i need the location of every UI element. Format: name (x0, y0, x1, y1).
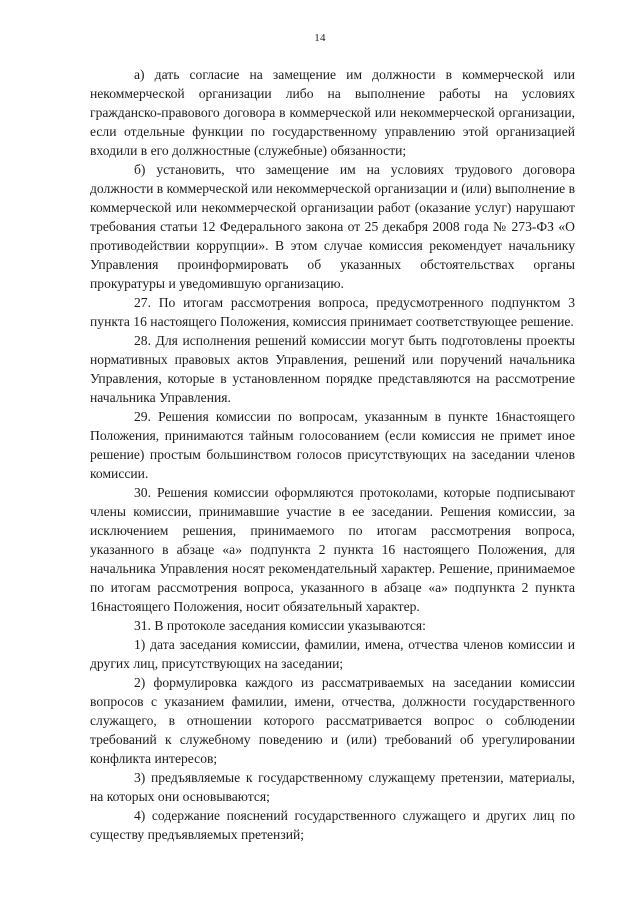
page-number: 14 (314, 32, 326, 44)
paragraph-29: 29. Решения комиссии по вопросам, указанным в пункте 16настоящего Положения, принимаются тайным голосованием (если комиссия не примет иное решение) простым большинством голосов присутствующих на заседании членов комиссии. (90, 409, 575, 481)
paragraph-30: 30. Решения комиссии оформляются протоколами, которые подписывают члены комиссии, принимавшие участие в ее заседании. Решения комиссии, за исключением решения, принимаемого по итогам рассмотрения вопроса, указанного в абзаце «а» подпункта 2 пункта 16 настоящего Положения, для начальника Управления носят рекомендательный характер. Решение, принимаемое по итогам рассмотрения вопроса, указанного в абзаце «а» подпункта 2 пункта 16настоящего Положения, носит обязательный характер. (90, 485, 575, 614)
list-item-1: 1) дата заседания комиссии, фамилии, имена, отчества членов комиссии и других лиц, присутствующих на заседании; (90, 637, 575, 671)
paragraph-subitem-b: б) установить, что замещение им на условиях трудового договора должности в коммерческой или некоммерческой организации и (или) выполнение в коммерческой или некоммерческой организации работ (оказание услуг) нарушают требования статьи 12 Федерального закона от 25 декабря 2008 года № 273-ФЗ «О противодействии коррупции». В этом случае комиссия рекомендует начальнику Управления проинформировать об указанных обстоятельствах органы прокуратуры и уведомившую организацию. (90, 162, 575, 291)
paragraph-27: 27. По итогам рассмотрения вопроса, предусмотренного подпунктом 3 пункта 16 настоящего Положения, комиссия принимает соответствующее решение. (90, 295, 575, 329)
document-body (90, 65, 575, 844)
paragraph-28: 28. Для исполнения решений комиссии могут быть подготовлены проекты нормативных правовых актов Управления, решений или поручений начальника Управления, которые в установленном порядке представляются на рассмотрение начальника Управления. (90, 333, 575, 405)
paragraph-subitem-a: а) дать согласие на замещение им должности в коммерческой или некоммерческой организации либо на выполнение работы на условиях гражданско-правового договора в коммерческой или некоммерческой организации, если отдельные функции по государственному управлению этой организацией входили в его должностные (служебные) обязанности; (90, 67, 575, 158)
list-item-3: 3) предъявляемые к государственному служащему претензии, материалы, на которых они основываются; (90, 770, 575, 804)
list-item-4: 4) содержание пояснений государственного служащего и других лиц по существу предъявляемых претензий; (90, 808, 575, 842)
list-item-2: 2) формулировка каждого из рассматриваемых на заседании комиссии вопросов с указанием фамилии, имени, отчества, должности государственного служащего, в отношении которого рассматривается вопрос о соблюдении требований к служебному поведению и (или) требований об урегулировании конфликта интересов; (90, 675, 575, 766)
paragraph-31: 31. В протоколе заседания комиссии указываются: (134, 618, 426, 633)
